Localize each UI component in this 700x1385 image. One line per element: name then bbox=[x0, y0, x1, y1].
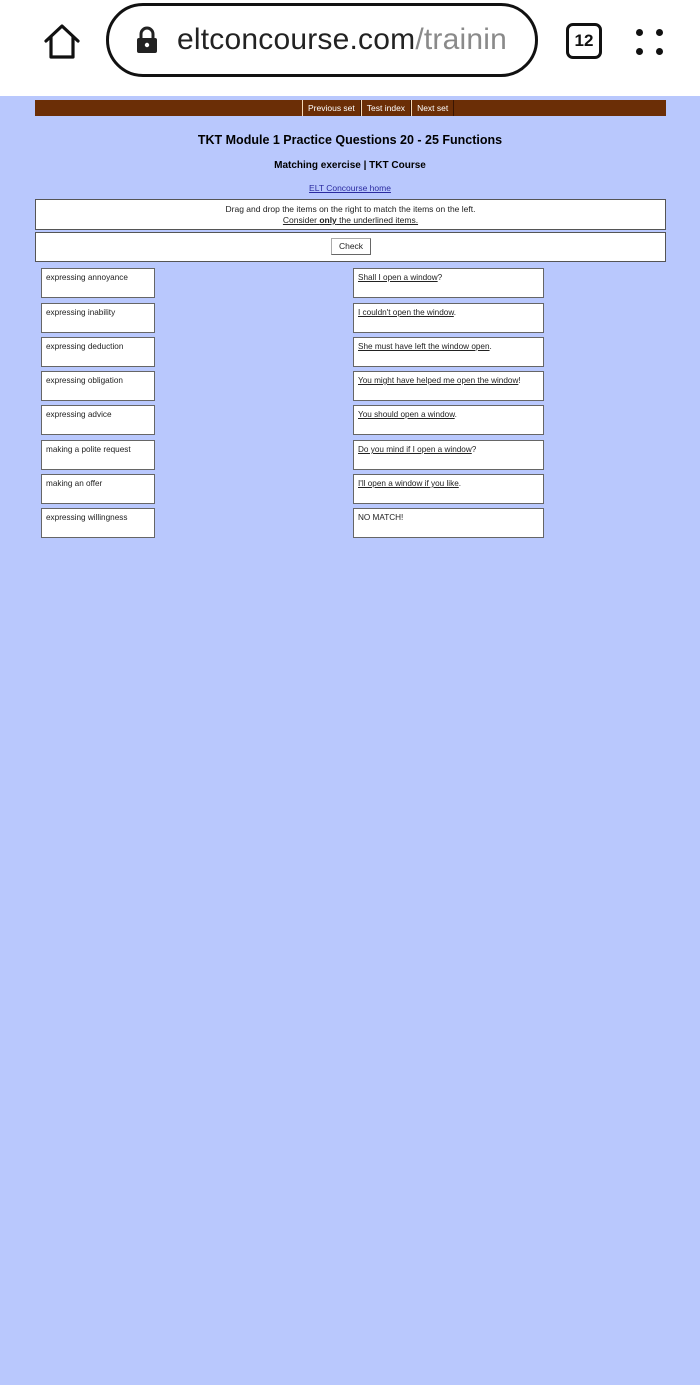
right-item-draggable[interactable] bbox=[353, 474, 544, 504]
instructions-text: Consider bbox=[282, 215, 320, 225]
right-item-underlined: Do you mind if I open a window bbox=[358, 445, 472, 454]
nav-bar bbox=[35, 100, 666, 116]
more-options-icon[interactable] bbox=[632, 25, 668, 59]
left-item: expressing deduction bbox=[41, 337, 155, 367]
page-subtitle: Matching exercise | TKT Course bbox=[274, 160, 426, 171]
home-icon[interactable] bbox=[40, 20, 84, 64]
next-set-link[interactable]: Next set bbox=[411, 100, 454, 116]
tab-count: 12 bbox=[574, 31, 594, 50]
address-bar[interactable] bbox=[106, 3, 538, 77]
right-item-underlined: You should open a window bbox=[358, 410, 455, 419]
lock-icon bbox=[135, 25, 159, 55]
right-item-underlined: She must have left the window open bbox=[358, 342, 490, 351]
url-text bbox=[177, 23, 507, 57]
right-item-draggable[interactable] bbox=[353, 440, 544, 470]
right-item-underlined: You might have helped me open the window bbox=[358, 376, 519, 385]
instructions-text: the underlined items. bbox=[336, 215, 419, 225]
left-item: making an offer bbox=[41, 474, 155, 504]
right-item-draggable[interactable] bbox=[353, 268, 544, 298]
right-item-draggable[interactable] bbox=[353, 303, 544, 333]
right-item-underlined: I couldn't open the window bbox=[358, 308, 454, 317]
right-item-tail: ? bbox=[471, 445, 477, 454]
left-item: expressing obligation bbox=[41, 371, 155, 401]
right-item-tail: . bbox=[453, 308, 457, 317]
right-item-tail: . bbox=[454, 410, 457, 419]
right-item-tail: NO MATCH! bbox=[358, 513, 404, 522]
instructions-box bbox=[35, 199, 666, 230]
right-item-draggable[interactable] bbox=[353, 337, 544, 367]
right-item-underlined: Shall I open a window bbox=[358, 273, 438, 282]
page-content bbox=[0, 96, 700, 1385]
instructions-line-1: Drag and drop the items on the right to match the items on the left. bbox=[225, 204, 476, 214]
right-item-draggable[interactable] bbox=[353, 405, 544, 435]
previous-set-link[interactable]: Previous set bbox=[302, 100, 361, 116]
left-item: expressing willingness bbox=[41, 508, 155, 538]
browser-toolbar bbox=[0, 0, 700, 96]
url-host: eltconcourse.com bbox=[177, 23, 416, 56]
right-item-tail: . bbox=[458, 479, 462, 488]
right-item-draggable[interactable] bbox=[353, 371, 544, 401]
right-item-tail: ! bbox=[518, 376, 521, 385]
left-item: expressing annoyance bbox=[41, 268, 155, 298]
left-item: expressing advice bbox=[41, 405, 155, 435]
instructions-line-2 bbox=[36, 215, 665, 226]
right-item-tail: ? bbox=[437, 273, 443, 282]
left-item: expressing inability bbox=[41, 303, 155, 333]
right-item-draggable[interactable] bbox=[353, 508, 544, 538]
check-bar bbox=[35, 232, 666, 262]
elt-concourse-home-link[interactable]: ELT Concourse home bbox=[309, 183, 391, 193]
page-title: TKT Module 1 Practice Questions 20 - 25 Functions bbox=[197, 133, 503, 147]
instructions-emphasis: only bbox=[319, 215, 337, 225]
left-item: making a polite request bbox=[41, 440, 155, 470]
test-index-link[interactable]: Test index bbox=[361, 100, 411, 116]
tab-switcher-button[interactable] bbox=[566, 23, 602, 59]
right-item-underlined: I'll open a window if you like bbox=[358, 479, 459, 488]
check-button[interactable]: Check bbox=[331, 238, 371, 255]
right-item-tail: . bbox=[489, 342, 492, 351]
url-path: /trainin bbox=[415, 23, 507, 56]
